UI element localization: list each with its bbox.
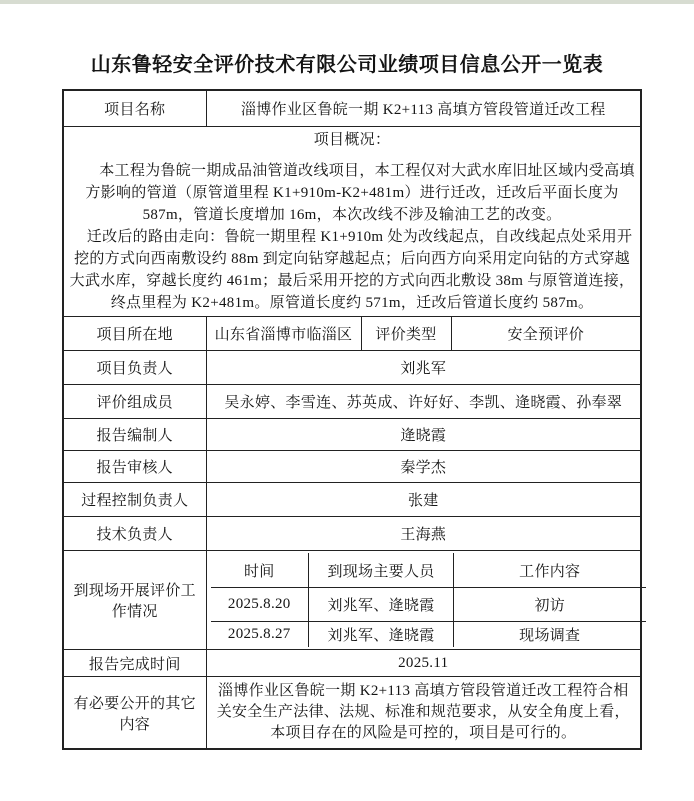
visit-people-header: 到现场主要人员 [309, 553, 454, 588]
report-reviewer-label: 报告审核人 [63, 451, 206, 483]
site-visits-subtable-cell [206, 551, 641, 650]
visit-time-header: 时间 [211, 553, 309, 588]
site-visit-row [211, 622, 646, 648]
page-title: 山东鲁轻安全评价技术有限公司业绩项目信息公开一览表 [90, 54, 604, 76]
report-writer-value: 逄晓霞 [206, 419, 641, 451]
project-leader-label: 项目负责人 [63, 351, 206, 385]
table-row-report-reviewer [63, 451, 641, 483]
table-row-location-type [63, 317, 641, 351]
visit-people: 刘兆军、逄晓霞 [309, 588, 454, 622]
table-row-other-content [63, 677, 641, 750]
overview-paragraph-2: 迁改后的路由走向：鲁皖一期里程 K1+910m 处为改线起点，自改线起点处采用开挖的方式向西南敷设约 88m 到定向钻穿越起点；后向西方向采用定向钻的方式穿越大武水库，穿越长度约 461m；最后采用开挖的方式向西北敷设 38m 与原管道连接，终点里程为 K2+481m。原管道长度约 571m，迁改后管道长度约 587m。 [69, 229, 635, 311]
table-row-project-name [63, 90, 641, 127]
tech-leader-value: 王海燕 [206, 517, 641, 551]
visit-work-header: 工作内容 [454, 553, 646, 588]
visit-work: 现场调查 [519, 628, 581, 644]
report-date-label: 报告完成时间 [63, 650, 206, 677]
project-leader-value: 刘兆军 [206, 351, 641, 385]
site-visits-table [211, 553, 646, 647]
location-value: 山东省淄博市临淄区 [206, 317, 361, 351]
table-row-site-visits [63, 551, 641, 650]
evaluation-type-label: 评价类型 [361, 317, 451, 351]
tech-leader-label: 技术负责人 [63, 517, 206, 551]
evaluation-type-value: 安全预评价 [451, 317, 641, 351]
visit-people: 刘兆军、逄晓霞 [309, 622, 454, 648]
overview-cell [63, 127, 641, 317]
table-row-team [63, 385, 641, 419]
process-controller-label: 过程控制负责人 [63, 483, 206, 517]
team-value: 吴永婷、李雪连、苏英成、许好好、李凯、逄晓霞、孙奉翠 [206, 385, 641, 419]
report-date-value: 2025.11 [206, 650, 641, 677]
table-row-report-writer [63, 419, 641, 451]
table-row-overview [63, 127, 641, 317]
site-visits-header-row [211, 553, 646, 588]
top-window-strip [0, 0, 694, 4]
visit-date: 2025.8.27 [211, 622, 309, 648]
project-name-label: 项目名称 [63, 90, 206, 127]
process-controller-value: 张建 [206, 483, 641, 517]
other-content-label: 有必要公开的其它内容 [63, 677, 206, 750]
table-row-tech-leader [63, 517, 641, 551]
table-row-process-controller [63, 483, 641, 517]
other-content-value: 淄博作业区鲁皖一期 K2+113 高填方管段管道迁改工程符合相关安全生产法律、法规、标准和规范要求，从安全角度上看，本项目存在的风险是可控的，项目是可行的。 [206, 677, 641, 750]
table-row-report-date [63, 650, 641, 677]
overview-paragraph-1: 本工程为鲁皖一期成品油管道改线项目，本工程仅对大武水库旧址区域内受高填方影响的管道（原管道里程 K1+910m-K2+481m）进行迁改，迁改后平面长度为 587m，管道长度增加 16m，本次改线不涉及输油工艺的改变。 [85, 163, 635, 223]
project-info-table [62, 89, 642, 750]
project-name-value: 淄博作业区鲁皖一期 K2+113 高填方管段管道迁改工程 [206, 90, 641, 127]
overview-heading: 项目概况： [313, 132, 391, 148]
report-reviewer-value: 秦学杰 [206, 451, 641, 483]
location-label: 项目所在地 [63, 317, 206, 351]
report-writer-label: 报告编制人 [63, 419, 206, 451]
team-label: 评价组成员 [63, 385, 206, 419]
visit-work: 初访 [454, 588, 646, 622]
visit-date: 2025.8.20 [211, 588, 309, 622]
site-visit-row [211, 588, 646, 622]
site-visits-label: 到现场开展评价工作情况 [63, 551, 206, 650]
table-row-project-leader [63, 351, 641, 385]
